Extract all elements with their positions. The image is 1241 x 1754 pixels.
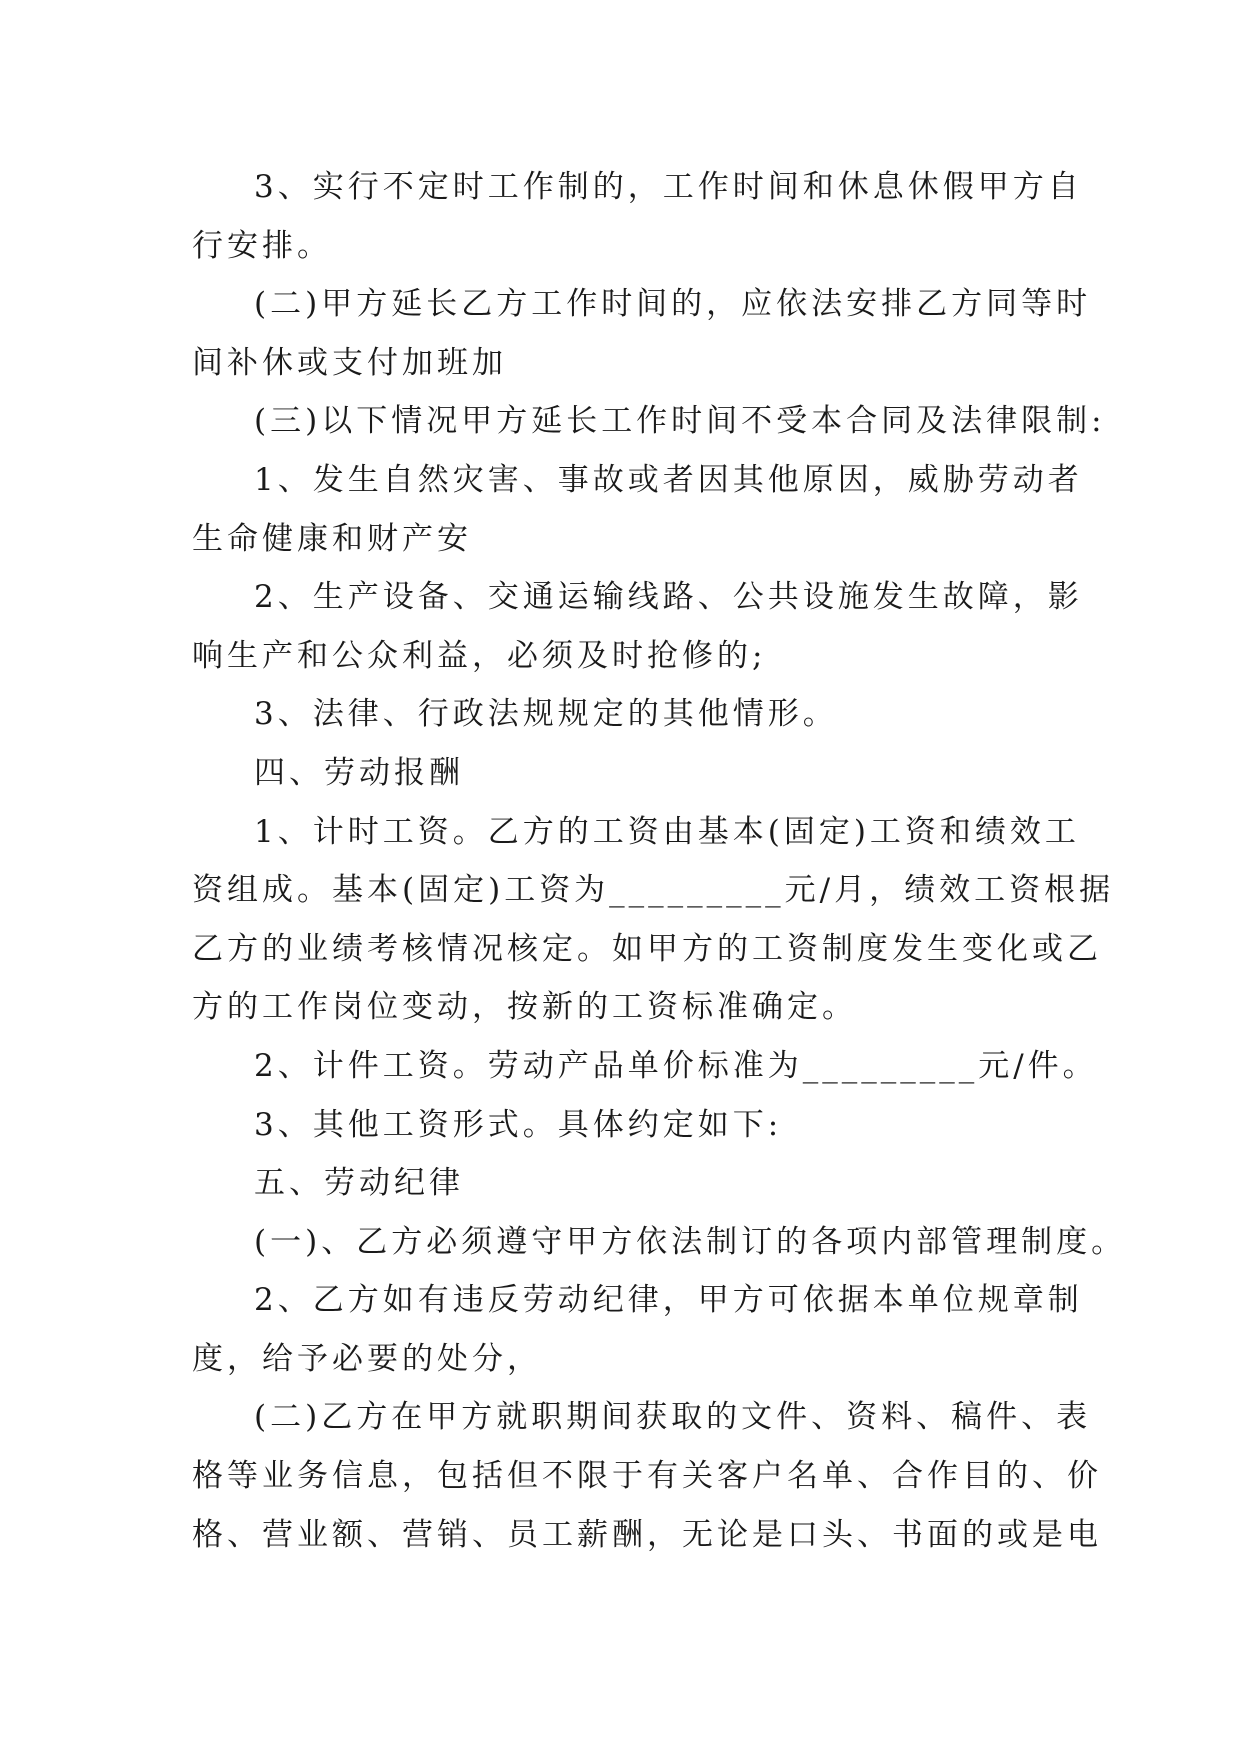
- text-line: 生命健康和财产安: [192, 520, 472, 557]
- text-line: 1、发生自然灾害、事故或者因其他原因，威胁劳动者: [254, 461, 1083, 498]
- text-line: 2、生产设备、交通运输线路、公共设施发生故障，影: [254, 579, 1083, 616]
- text-line: 方的工作岗位变动，按新的工资标准确定。: [192, 989, 857, 1026]
- text-line: 间补休或支付加班加: [192, 344, 507, 381]
- text-line: 3、实行不定时工作制的，工作时间和休息休假甲方自: [254, 169, 1083, 205]
- text-line: 3、法律、行政法规规定的其他情形。: [254, 696, 838, 733]
- document-body: [192, 158, 1127, 1564]
- text-line: 格等业务信息，包括但不限于有关客户名单、合作目的、价: [192, 1458, 1102, 1495]
- text-line: 乙方的业绩考核情况核定。如甲方的工资制度发生变化或乙: [192, 930, 1102, 967]
- text-line: 度，给予必要的处分，: [192, 1340, 542, 1377]
- text-line: 响生产和公众利益，必须及时抢修的;: [192, 637, 767, 674]
- text-line: 格、营业额、营销、员工薪酬，无论是口头、书面的或是电: [192, 1516, 1102, 1553]
- text-line: (三)以下情况甲方延长工作时间不受本合同及法律限制:: [254, 403, 1106, 440]
- text-line: 资组成。基本(固定)工资为_________元/月，绩效工资根据: [192, 872, 1115, 909]
- text-line: (二)乙方在甲方就职期间获取的文件、资料、稿件、表: [254, 1399, 1092, 1436]
- text-line: 2、计件工资。劳动产品单价标准为_________元/件。: [254, 1047, 1098, 1084]
- text-line: 3、其他工资形式。具体约定如下:: [254, 1106, 783, 1143]
- section-heading: 四、劳动报酬: [254, 754, 464, 791]
- section-heading: 五、劳动纪律: [254, 1165, 464, 1202]
- text-line: 行安排。: [192, 227, 332, 264]
- text-line: 2、乙方如有违反劳动纪律，甲方可依据本单位规章制: [254, 1282, 1083, 1319]
- text-line: (二)甲方延长乙方工作时间的，应依法安排乙方同等时: [254, 286, 1092, 323]
- text-line: 1、计时工资。乙方的工资由基本(固定)工资和绩效工: [254, 813, 1080, 850]
- text-line: (一)、乙方必须遵守甲方依法制订的各项内部管理制度。: [254, 1223, 1127, 1260]
